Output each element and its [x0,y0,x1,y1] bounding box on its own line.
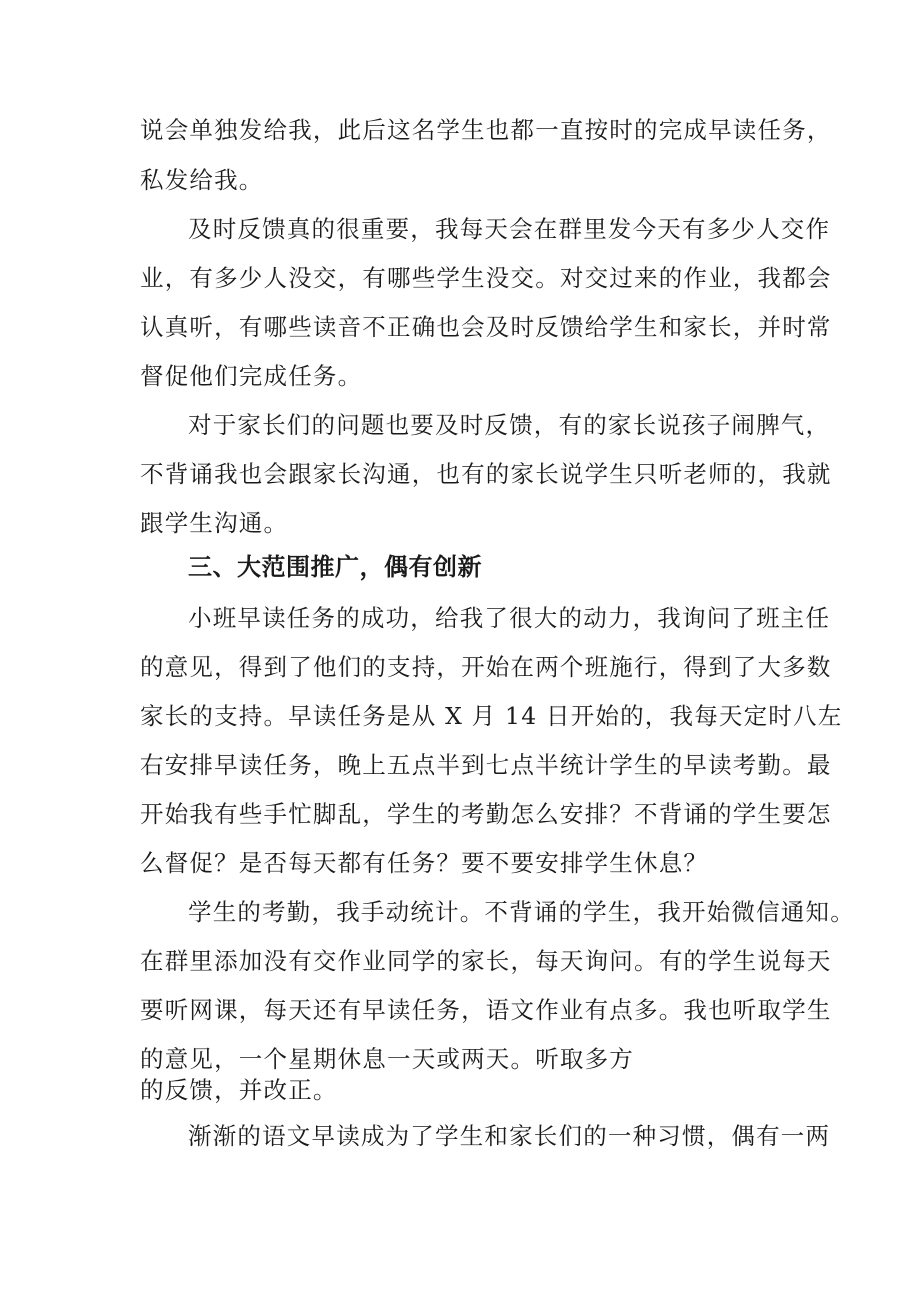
text-line: 督促他们完成任务。 [140,362,363,390]
paragraph-start-line: 及时反馈真的很重要，我每天会在群里发今天有多少人交作 [188,215,831,243]
text-line: 右安排早读任务，晚上五点半到七点半统计学生的早读考勤。最 [140,751,832,779]
paragraph-start-line: 小班早读任务的成功，给我了很大的动力，我询问了班主任 [188,604,831,632]
text-line: 认真听，有哪些读音不正确也会及时反馈给学生和家长，并时常 [140,313,832,341]
text-line: 开始我有些手忙脚乱，学生的考勤怎么安排？不背诵的学生要怎 [140,800,832,828]
text-line: 说会单独发给我，此后这名学生也都一直按时的完成早读任务， [140,116,832,144]
text-line: 业，有多少人没交，有哪些学生没交。对交过来的作业，我都会 [140,264,832,292]
text-line: 要听网课，每天还有早读任务，语文作业有点多。我也听取学生 [140,996,832,1024]
paragraph-start-line: 学生的考勤，我手动统计。不背诵的学生，我开始微信通知。 [188,898,855,926]
text-line: 不背诵我也会跟家长沟通，也有的家长说学生只听老师的，我就 [140,460,832,488]
text-line: 么督促？是否每天都有任务？要不要安排学生休息？ [140,849,709,877]
text-line: 在群里添加没有交作业同学的家长，每天询问。有的学生说每天 [140,947,832,975]
text-line: 家长的支持。早读任务是从 X 月 14 日开始的，我每天定时八左 [140,702,843,730]
text-line: 的意见，一个星期休息一天或两天。听取多方 [140,1045,634,1073]
paragraph-start-line: 对于家长们的问题也要及时反馈，有的家长说孩子闹脾气， [188,411,831,439]
paragraph-start-line: 渐渐的语文早读成为了学生和家长们的一种习惯，偶有一两 [188,1122,831,1150]
text-line: 私发给我。 [140,166,264,194]
text-line: 的意见，得到了他们的支持，开始在两个班施行，得到了大多数 [140,653,832,681]
section-heading: 三、大范围推广，偶有创新 [188,553,482,581]
text-line: 的反馈，并改正。 [140,1076,338,1104]
text-line: 跟学生沟通。 [140,509,289,537]
